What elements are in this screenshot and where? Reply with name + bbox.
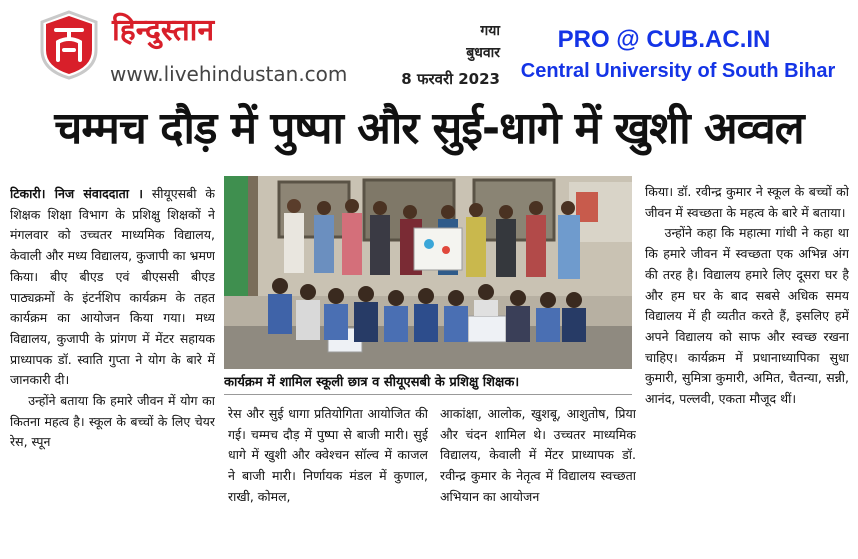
hindustan-logo: [38, 10, 100, 80]
watermark-university-name: Central University of South Bihar: [520, 60, 836, 82]
edition-weekday: बुधवार: [466, 45, 500, 61]
article-column-3: [440, 404, 636, 556]
article-paragraph-3: रेस और सुई धागा प्रतियोगिता आयोजित की गई। चम्मच दौड़ में पुष्पा से बाजी मारी। सुई धागे में खुशी और क्वेश्चन सॉल्व में काजल ने बाजी मारी। निर्णायक मंडल में कुणाल, राखी, कोमल,: [228, 406, 428, 504]
watermark-pro-email: PRO @ CUB.AC.IN: [557, 26, 771, 53]
article-column-4: [645, 182, 849, 556]
article-photo: [224, 176, 632, 369]
article-paragraph-4: आकांक्षा, आलोक, खुशबू, आशुतोष, प्रिया और चंदन शामिल थे। उच्चतर माध्यमिक विद्यालय, केवाली में मेंटर प्राध्यापक डॉ. रवीन्द्र कुमार के नेतृत्व में विद्यालय स्वच्छता अभियान का आयोजन: [440, 406, 636, 504]
article-paragraph-6: उन्होंने कहा कि महात्मा गांधी ने कहा था कि हमारे जीवन में स्वच्छता एक अभिन्न अंग की तरह है। विद्यालय हमारे लिए दूसरा घर है और हम घर के बाद सबसे अधिक समय विद्यालय में ही व्यतीत करते हैं, इसलिए हमें अपने विद्यालय को साफ और स्वच्छ रखना चाहिए। कार्यक्रम में प्रधानाध्यापिका सुधा कुमारी, सुमित्रा कुमारी, अमित, चैतन्या, सन्नी, आनंद, पल्लवी, एकता मौजूद थीं।: [645, 225, 849, 407]
edition-date: 8 फरवरी 2023: [401, 70, 500, 88]
article-column-1: [10, 184, 215, 556]
caption-divider: [224, 394, 632, 395]
article-headline: चम्मच दौड़ में पुष्पा और सुई-धागे में खुशी अव्वल: [54, 103, 804, 154]
edition-city: गया: [480, 23, 500, 39]
article-paragraph-2: उन्होंने बताया कि हमारे जीवन में योग का कितना महत्व है। स्कूल के बच्चों के लिए चेयर रेस, स्पून: [10, 393, 215, 450]
dateline-block: [388, 20, 500, 90]
article-paragraph-5: किया। डॉ. रवीन्द्र कुमार ने स्कूल के बच्चों को जीवन में स्वच्छता के महत्व के बारे में बताया।: [645, 184, 849, 220]
newspaper-url: www.livehindustan.com: [110, 62, 348, 86]
article-column-2: [228, 404, 428, 556]
newspaper-brand-name: हिन्दुस्तान: [112, 13, 215, 48]
article-dateline: टिकारी। निज संवाददाता ।: [10, 186, 143, 201]
group-photo-image: [224, 176, 632, 369]
article-paragraph-1: सीयूएसबी के शिक्षक शिक्षा विभाग के प्रशिक्षु शिक्षकों ने मंगलवार को उच्चतर माध्यमिक विद्यालय, केवाली और मध्य विद्यालय, कुजापी का भ्रमण किया। बीए बीएड एवं बीएससी बीएड पाठ्यक्रमों के इंटर्नशिप कार्यक्रम के तहत कार्यक्रम का आयोजन किया गया। मध्य विद्यालय, कुजापी के प्रांगण में मेंटर सहायक प्राध्यापक डॉ. स्वाति गुप्ता ने योग के बारे में जानकारी दी।: [10, 186, 215, 388]
photo-caption: कार्यक्रम में शामिल स्कूली छात्र व सीयूएसबी के प्रशिक्षु शिक्षक।: [224, 375, 520, 390]
